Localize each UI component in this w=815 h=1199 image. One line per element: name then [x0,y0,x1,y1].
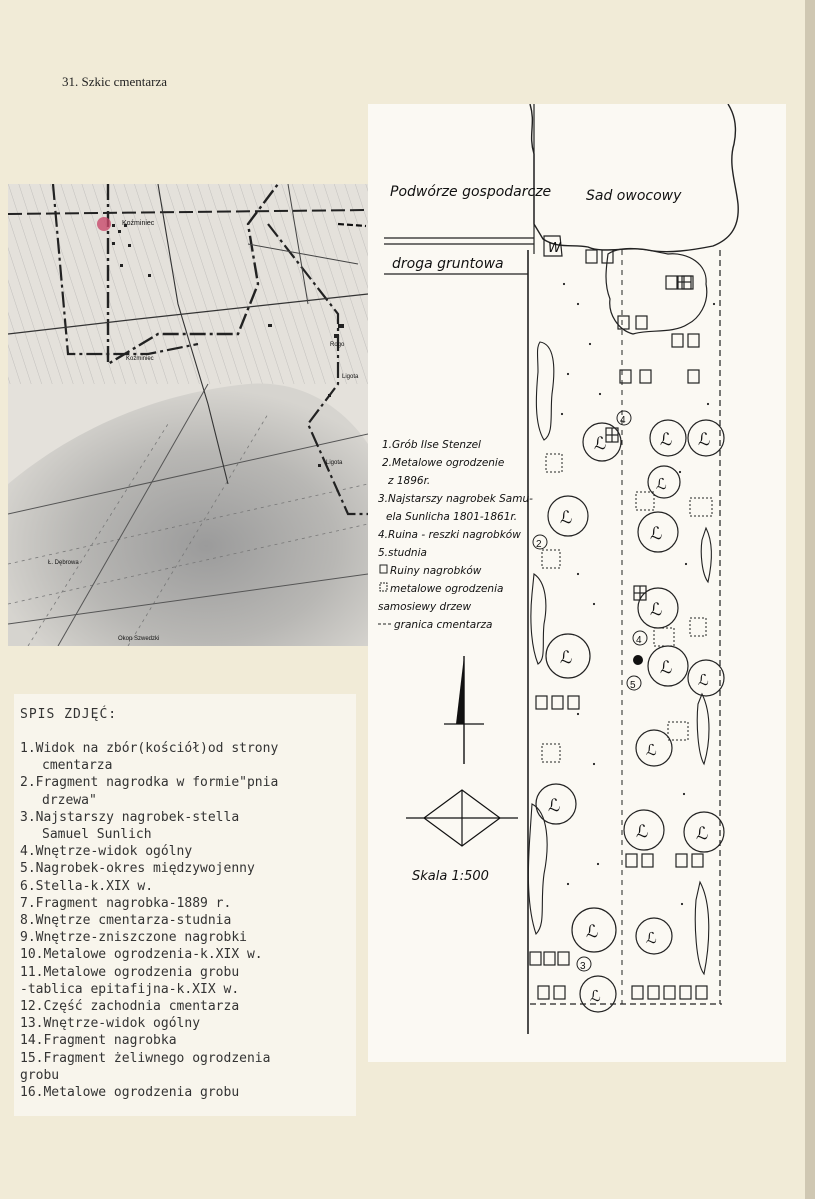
svg-text:ℒ: ℒ [636,822,649,842]
plan-legend [378,439,533,631]
photo-list-item-continuation [20,792,354,809]
photo-item-text: Metalowe ogrodzenia grobu [43,1085,240,1101]
callout-4-top: 4 [620,415,626,426]
tree-cluster [606,249,707,334]
photo-item-number: 4. [20,844,36,860]
cemetery-location-marker [97,217,111,231]
metal-fences [542,454,712,762]
photo-item-text: Wnętrze-widok ogólny [43,1016,201,1032]
legend-3: 3.Najstarszy nagrobek Samu- [378,493,533,505]
plan-drawing [368,104,786,1062]
svg-text:ℒ: ℒ [660,658,673,678]
legend-1: 1.Grób Ilse Stenzel [382,439,481,451]
graves [530,250,707,999]
photo-list-item [20,964,354,981]
photo-list-item-continuation [20,757,354,774]
photo-list-item-continuation [20,981,354,998]
north-arrow-icon [444,656,484,764]
photo-list-item [20,1032,354,1049]
photo-list-item [20,912,354,929]
well-dot [633,655,643,665]
legend-2: 2.Metalowe ogrodzenie [382,457,505,469]
photo-list-item [20,878,354,895]
legend-3b: ela Sunlicha 1801-1861r. [386,511,518,523]
legend-4: 4.Ruina - reszki nagrobków [378,529,521,541]
svg-text:ℒ: ℒ [560,508,573,528]
photo-list-item [20,809,354,826]
svg-text:ℒ: ℒ [548,796,561,816]
svg-text:ℒ: ℒ [646,929,657,947]
callout-circles [533,411,647,971]
photo-item-number: 6. [20,878,36,894]
photo-item-text: drzewa" [42,792,97,808]
topographic-map [8,184,368,646]
photo-item-text: Fragment nagrodka w formie"pnia [35,775,279,791]
photo-list-card [14,694,356,1116]
photo-item-number: 16. [20,1085,44,1101]
callout-2: 2 [536,539,542,550]
photo-item-text: Wnętrze-widok ogólny [35,844,193,860]
photo-list-item [20,895,354,912]
photo-item-text: Stella-k.XIX w. [35,878,154,894]
photo-item-number: 1. [20,741,36,756]
svg-text:ℒ: ℒ [650,524,663,544]
scatter-dots [561,283,715,905]
photo-item-text: -tablica epitafijna-k.XIX w. [20,981,240,997]
cemetery-plan [368,104,786,1062]
svg-text:ℒ: ℒ [698,430,711,450]
photo-item-text: Samuel Sunlich [42,827,152,843]
callout-4: 4 [636,635,642,646]
photo-item-number: 10. [20,947,44,963]
photo-list-item [20,740,354,757]
photo-item-number: 13. [20,1016,44,1032]
photo-item-text: Widok na zbór(kościół)od strony [35,741,279,756]
photo-item-number: 2. [20,775,36,791]
farmyard-label: Podwórze gospodarcze [390,184,552,200]
map-label-okop: Okop Szwedzki [118,636,160,642]
map-label-rogo: Rogo [330,342,345,348]
photo-item-text: Nagrobek-okres międzywojenny [35,861,255,877]
svg-text:ℒ: ℒ [698,671,709,689]
photo-item-text: Fragment nagrobka [43,1033,177,1049]
photo-item-number: 15. [20,1050,44,1066]
photo-list [20,740,354,1101]
road-label: droga gruntowa [392,256,504,272]
scale-label: Skala 1:500 [412,869,489,884]
map-label-ligota: Ligota [342,374,359,380]
page-edge [805,0,815,1199]
photo-list-heading: SPIS ZDJĘĆ: [20,707,118,722]
photo-item-text: Metalowe ogrodzenia-k.XIX w. [43,947,263,963]
photo-item-text: Wnętrze-zniszczone nagrobki [35,930,247,946]
map-label-dabrowa: Ł. Dębrowa [48,560,79,566]
photo-item-number: 14. [20,1033,44,1049]
orchard-label: Sad owocowy [586,188,682,204]
svg-text:ℒ: ℒ [560,648,573,668]
photo-item-text: cmentarza [42,758,113,774]
well-mark: W [548,241,561,256]
svg-text:ℒ: ℒ [590,987,601,1005]
photo-item-number: 7. [20,895,36,911]
photo-list-item [20,946,354,963]
legend-ruins: Ruiny nagrobków [390,565,482,577]
photo-item-text: Część zachodnia cmentarza [43,999,240,1015]
photo-item-text: Fragment nagrobka-1889 r. [35,895,232,911]
photo-item-text: Metalowe ogrodzenia grobu [43,964,240,980]
photo-item-number: 12. [20,999,44,1015]
legend-2b: z 1896r. [388,475,431,487]
svg-text:ℒ: ℒ [650,600,663,620]
svg-text:ℒ: ℒ [594,434,607,454]
legend-border: granica cmentarza [394,619,493,631]
photo-item-number: 9. [20,930,36,946]
photo-list-item-continuation [20,1067,354,1084]
orchard-outline [530,104,738,252]
photo-item-number: 3. [20,809,36,825]
photo-list-item [20,998,354,1015]
map-label-kozminiec-2: Koźminiec [126,356,154,362]
svg-text:ℒ: ℒ [646,741,657,759]
photo-list-item [20,843,354,860]
photo-list-item [20,860,354,877]
photo-item-text: Fragment żeliwnego ogrodzenia [43,1050,271,1066]
trees [536,420,724,1012]
legend-fences: metalowe ogrodzenia [390,583,504,595]
photo-item-text: grobu [20,1067,60,1083]
photo-list-item-continuation [20,826,354,843]
photo-item-text: Wnętrze cmentarza-studnia [35,913,232,929]
map-label-ligota-2: Ligota [326,460,343,466]
map-label-kozminiec: Koźminiec [122,220,155,227]
compass-rose-icon [406,790,518,846]
svg-text:ℒ: ℒ [660,430,673,450]
callout-3: 3 [580,961,586,972]
photo-item-number: 8. [20,913,36,929]
photo-list-item [20,1015,354,1032]
photo-list-item [20,929,354,946]
photo-list-item [20,1084,354,1101]
photo-item-text: Najstarszy nagrobek-stella [35,809,240,825]
photo-item-number: 5. [20,861,36,877]
photo-list-item [20,774,354,791]
photo-list-item [20,1050,354,1067]
svg-text:ℒ: ℒ [696,824,709,844]
legend-5: 5.studnia [378,547,427,559]
callout-5: 5 [630,680,636,691]
svg-text:ℒ: ℒ [586,922,599,942]
map-drawing [8,184,368,646]
legend-trees: samosiewy drzew [378,601,472,613]
photo-item-number: 11. [20,964,44,980]
svg-text:ℒ: ℒ [656,475,667,493]
page-title: 31. Szkic cmentarza [62,74,168,89]
